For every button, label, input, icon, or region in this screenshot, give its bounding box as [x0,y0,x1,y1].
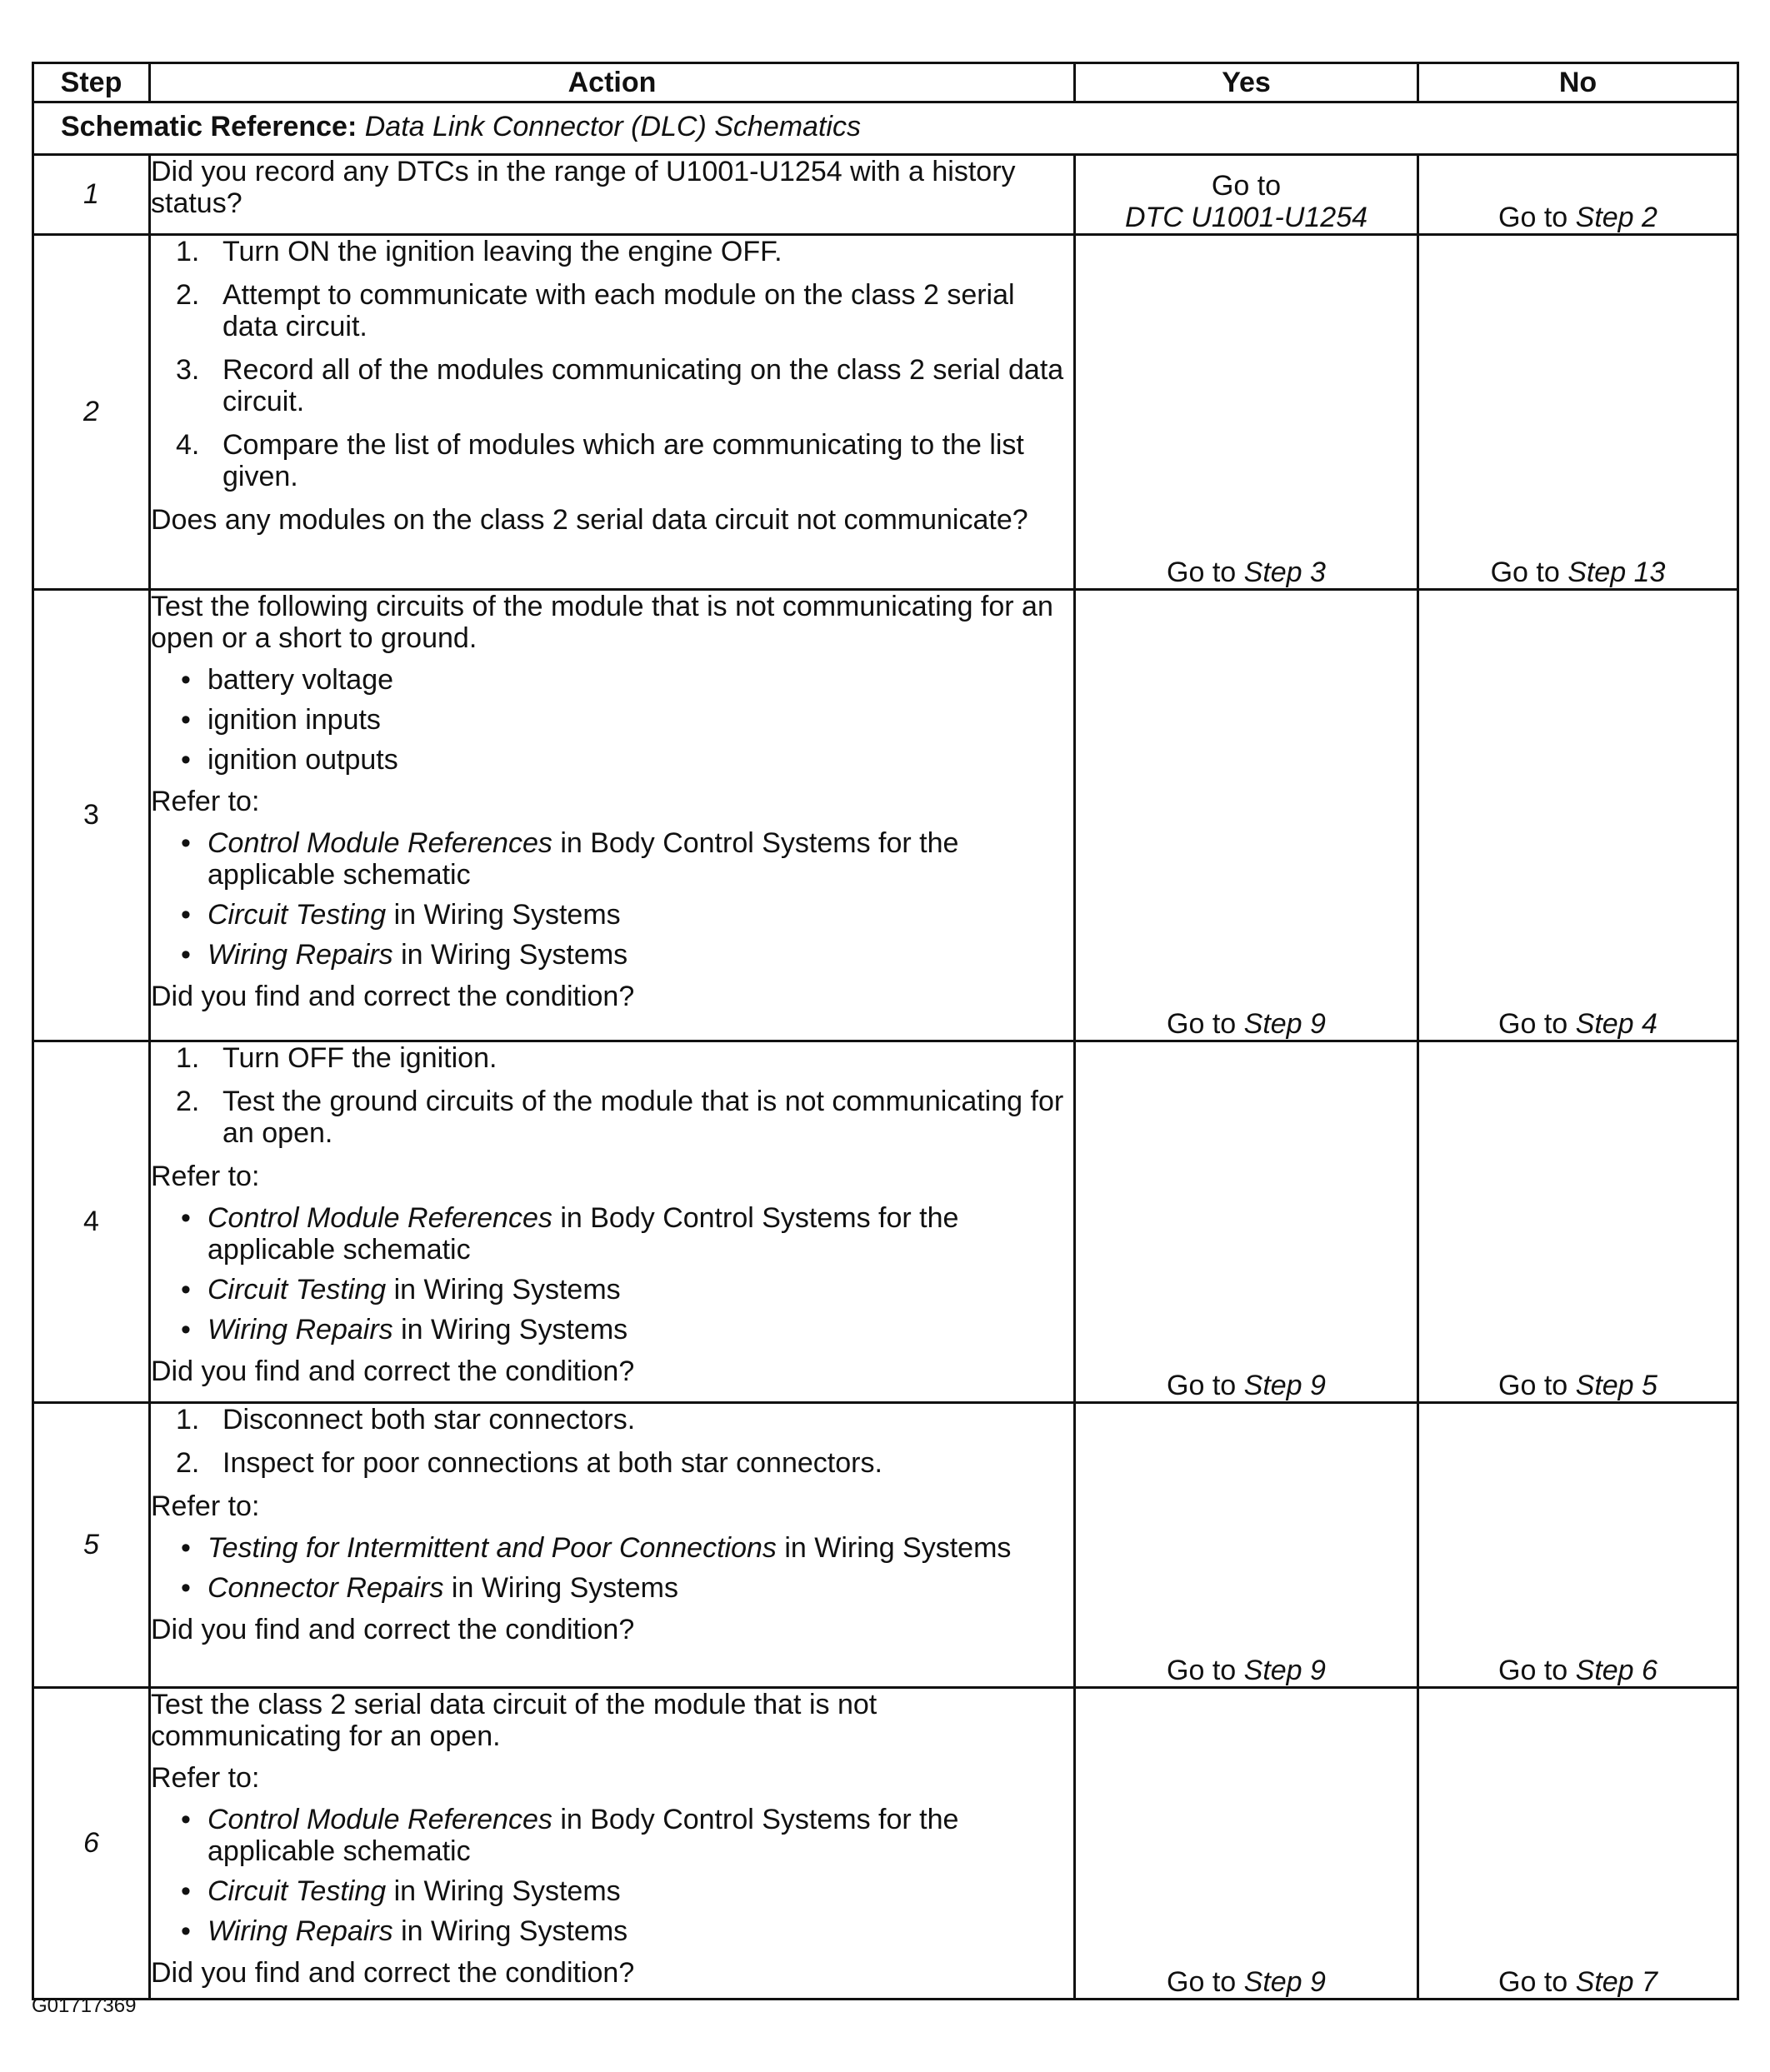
action-question: Did you find and correct the condition? [151,1614,635,1645]
step-row-4 [33,1041,1738,1403]
action-intro: Test the following circuits of the module that is not communicating for an open or a short to ground. [151,591,1053,654]
action-intro: Test the class 2 serial data circuit of the module that is not communicating for an open. [151,1689,878,1752]
numbered-item: 1. Disconnect both star connectors. [176,1404,636,1435]
numbered-item: 1. Turn OFF the ignition. [176,1042,498,1074]
reference-item: • Circuit Testing in Wiring Systems [181,899,621,931]
action-question: Does any modules on the class 2 serial data circuit not communicate? [151,504,1028,536]
step-row-3 [33,590,1738,1041]
action-cell [150,235,1075,590]
step-row-5 [33,1403,1738,1688]
action-question: Did you find and correct the condition? [151,981,635,1012]
numbered-item: 2. Test the ground circuits of the module that is not communicating for an open. [176,1086,1064,1149]
action-numbered-list [151,1404,1073,1479]
header-action: Action [150,63,1075,102]
schematic-reference-row [33,102,1738,155]
yes-cell [1075,235,1418,590]
no-cell [1418,590,1738,1041]
yes-cell [1075,590,1418,1041]
header-step: Step [33,63,150,102]
action-cell [150,1041,1075,1403]
yes-reference: Step 9 [1243,1966,1326,1998]
reference-item: • Control Module References in Body Control Systems for the applicable schematic [181,1804,959,1867]
no-prefix: Go to [1498,1008,1576,1040]
diagnostic-table [32,62,1739,2000]
yes-reference: DTC U1001-U1254 [1124,202,1368,233]
action-question: Did you find and correct the condition? [151,1356,635,1387]
step-row-6 [33,1688,1738,2000]
no-cell [1418,235,1738,590]
step-number: 3 [33,590,150,1041]
figure-id: G01717369 [32,1995,137,2017]
no-reference: Step 5 [1575,1370,1658,1401]
no-reference: Step 4 [1575,1008,1658,1040]
yes-prefix: Go to [1167,1655,1244,1686]
action-numbered-list [151,236,1073,492]
action-cell [150,590,1075,1041]
reference-list [151,1202,1073,1346]
numbered-item: 2. Inspect for poor connections at both star connectors. [176,1447,882,1479]
action-question: Did you find and correct the condition? [151,1957,635,1989]
schematic-reference-value: Data Link Connector (DLC) Schematics [364,111,861,142]
refer-to-label: Refer to: [151,1490,260,1522]
yes-reference: Step 9 [1243,1370,1326,1401]
yes-cell [1075,1403,1418,1688]
refer-to-label: Refer to: [151,786,260,817]
reference-item: • Connector Repairs in Wiring Systems [181,1572,678,1604]
action-question: Did you record any DTCs in the range of U1001-U1254 with a history status? [151,156,1016,219]
no-cell [1418,1041,1738,1403]
reference-item: • Control Module References in Body Control Systems for the applicable schematic [181,827,959,891]
bullet-item: • ignition outputs [181,744,398,776]
schematic-reference-label: Schematic Reference: [61,111,358,142]
yes-prefix: Go to [1167,1370,1244,1401]
yes-reference: Step 9 [1243,1655,1326,1686]
no-reference: Step 2 [1575,202,1658,233]
action-cell [150,1688,1075,2000]
no-cell [1418,1403,1738,1688]
step-number: 6 [33,1688,150,2000]
step-row-2 [33,235,1738,590]
reference-item: • Wiring Repairs in Wiring Systems [181,1915,628,1947]
numbered-item: 4. Compare the list of modules which are communicating to the list given. [176,429,1024,492]
numbered-item: 3. Record all of the modules communicating on the class 2 serial data circuit. [176,354,1064,417]
yes-reference: Step 3 [1243,557,1326,588]
no-prefix: Go to [1498,1966,1576,1998]
no-prefix: Go to [1498,1370,1576,1401]
reference-list [151,1532,1073,1604]
yes-cell [1075,1688,1418,2000]
no-reference: Step 7 [1575,1966,1658,1998]
reference-item: • Wiring Repairs in Wiring Systems [181,1314,628,1346]
reference-item: • Wiring Repairs in Wiring Systems [181,939,628,971]
action-cell [150,1403,1075,1688]
action-numbered-list [151,1042,1073,1149]
no-cell [1418,155,1738,235]
step-number: 5 [33,1403,150,1688]
refer-to-label: Refer to: [151,1762,260,1794]
yes-cell [1075,155,1418,235]
no-prefix: Go to [1498,202,1576,233]
step-number: 4 [33,1041,150,1403]
no-cell [1418,1688,1738,2000]
reference-item: • Circuit Testing in Wiring Systems [181,1274,621,1306]
bullet-item: • ignition inputs [181,704,381,736]
header-yes: Yes [1075,63,1418,102]
yes-reference: Step 9 [1243,1008,1326,1040]
reference-list [151,827,1073,971]
bullet-item: • battery voltage [181,664,394,696]
action-cell [150,155,1075,235]
numbered-item: 1. Turn ON the ignition leaving the engine OFF. [176,236,782,267]
step-number: 1 [33,155,150,235]
yes-cell [1075,1041,1418,1403]
no-prefix: Go to [1498,1655,1576,1686]
yes-prefix: Go to [1167,1008,1244,1040]
no-reference: Step 13 [1568,557,1666,588]
no-prefix: Go to [1490,557,1568,588]
yes-prefix: Go to [1167,1966,1244,1998]
reference-list [151,1804,1073,1947]
circuit-list [151,664,1073,776]
refer-to-label: Refer to: [151,1161,260,1192]
header-row [33,63,1738,102]
no-reference: Step 6 [1575,1655,1658,1686]
yes-prefix: Go to [1211,170,1282,202]
reference-item: • Circuit Testing in Wiring Systems [181,1875,621,1907]
step-row-1 [33,155,1738,235]
reference-item: • Control Module References in Body Control Systems for the applicable schematic [181,1202,959,1266]
header-no: No [1418,63,1738,102]
step-number: 2 [33,235,150,590]
schematic-reference [33,102,1738,155]
reference-item: • Testing for Intermittent and Poor Connections in Wiring Systems [181,1532,1012,1564]
numbered-item: 2. Attempt to communicate with each module on the class 2 serial data circuit. [176,279,1015,342]
yes-prefix: Go to [1167,557,1244,588]
